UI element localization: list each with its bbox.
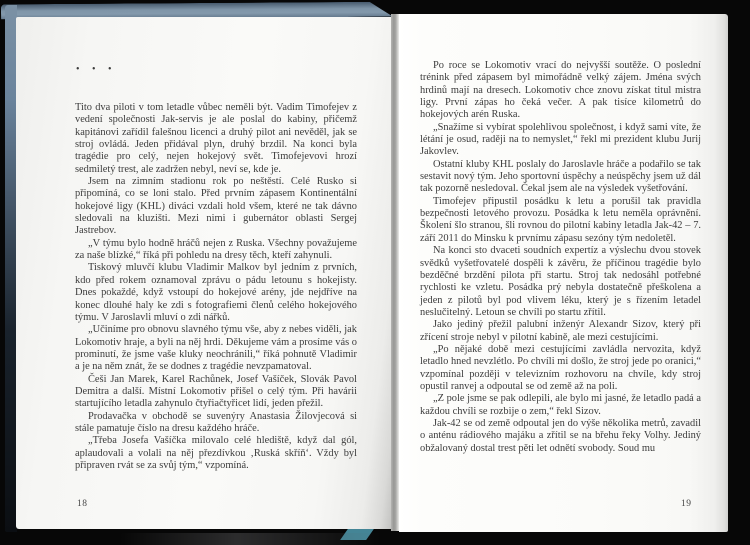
paragraph: „Snažíme si vybírat spolehlivou společnost, i když sami víte, že létání je osud, raději na to nemyslet,“ řekl mi prezident klubu Jurij Jakovlev. xyxy=(420,121,701,158)
paragraph: „Z pole jsme se pak odlepili, ale bylo mi jasné, že letadlo padá a každou chvíli se rozbije o zem,“ řekl Sizov. xyxy=(420,393,701,417)
paragraph: „Po nějaké době mezi cestujícími zavládla nervozita, když letadlo hned nevzlétlo. Po chvíli mi došlo, že stroj jede po oranici,“ vzpomínal později v televizním rozhovoru na chvíle, kdy stroj opustil ranvej a odpoutal se od země až na poli. xyxy=(420,343,701,392)
paragraph: Timofejev připustil posádku k letu a porušil tak pravidla bezpečnosti letového provozu. Posádka k letu neměla oprávnění. Školení šlo stranou, šli rovnou do pilotní kabiny letadla Jak-42 – 7. září 2011 do Minsku k prvnímu zápasu sezóny tým nedoletěl. xyxy=(420,195,701,244)
right-page-text-column xyxy=(420,60,701,455)
paragraph: „Učiníme pro obnovu slavného týmu vše, aby z nebes viděli, jak Lokomotiv hraje, a byli na něj hrdi. Děkujeme vám a prosíme vás o prominutí, že jsme vaše kluky neochránili,“ říká pohnutě Vladimir a je na něm znát, že se dodnes z tragédie nevzpamatoval. xyxy=(75,324,357,373)
paragraph: Prodavačka v obchodě se suvenýry Anastasia Žilovjecová si stále pamatuje číslo na dresu každého hráče. xyxy=(75,410,357,434)
left-page-text-column xyxy=(75,102,357,472)
paragraph: Jak-42 se od země odpoutal jen do výše několika metrů, zavadil o anténu rádiového majáku a zřítil se na břehu řeky Volhy. Jediný obžalovaný dostal trest pěti let odnětí svobody. Soud mu xyxy=(420,417,701,454)
paragraph: Na konci sto dvaceti soudních expertíz a výslechu dvou stovek svědků vyšetřovatelé dospěli k závěru, že příčinou tragédie bylo bezděčné brzdění pilota při startu. Stroj tak nedosáhl potřebné rychlosti ke vzletu. Posádka prý nebyla dostatečně přeškolena a jeden z pilotů byl pod vlivem léku, který je s řízením letadel neslučitelný. Letoun se chvíli po startu zřítil. xyxy=(420,245,701,318)
paragraph: „Třeba Josefa Vašíčka milovalo celé hlediště, když dal gól, aplaudovali a volali na něj přezdívkou ‚Ruská skříň‘. Vždy byl připraven rvát se za svůj tým,“ vzpomíná. xyxy=(75,435,357,471)
page-number-right: 19 xyxy=(681,499,692,509)
paragraph: Tiskový mluvčí klubu Vladimir Malkov byl jedním z prvních, kdo před rokem oznamoval zprávu o pádu letounu s hokejisty. Dnes pokaždé, když vstoupí do hokejové arény, jde nejdříve na konec dlouhé haly ke zdi s fotografiemi členů celého hokejového týmu. V Jaroslavli mluví o zdi nářků. xyxy=(75,262,357,323)
paragraph: Tito dva piloti v tom letadle vůbec neměli být. Vadim Timofejev z vedení společnosti Jak-servis je ale poslal do kabiny, přičemž kapitánovi zařídil falešnou licenci a druhý pilot ani nevěděl, jak se stroj ovládá. Jeden přidával plyn, druhý brzdil. Na konci byla tragédie pro celý, nejen hokejový svět. Timofejevovi hrozí sedmiletý trest, ale zadržen nebyl, neví se, kde je. xyxy=(75,102,357,175)
page-number-left: 18 xyxy=(77,499,88,509)
book-spine-gutter xyxy=(391,14,399,531)
table-surface-sheen xyxy=(120,533,380,545)
paragraph: Jako jediný přežil palubní inženýr Alexandr Sizov, který při zřícení stroje nebyl v pilotní kabině, ale mezi cestujícími. xyxy=(420,319,701,343)
paragraph: „V týmu bylo hodně hráčů nejen z Ruska. Všechny považujeme za naše blízké,“ říká při pohledu na dresy těch, kteří zahynuli. xyxy=(75,237,357,262)
paragraph: Ostatní kluby KHL poslaly do Jaroslavle hráče a podařilo se tak sestavit nový tým. Jeho sportovní úspěchy a neúspěchy jsem už dál tak pozorně nesledoval. Čekal jsem ale na výsledek vyšetřování. xyxy=(420,158,701,195)
section-break-ornament: • • • xyxy=(76,64,113,75)
paragraph: Po roce se Lokomotiv vrací do nejvyšší soutěže. O poslední trénink před zápasem byl mimořádně velký zájem. Jména svých hrdinů mají na dresech. Lokomotiv chce znovu získat titul mistra ligy. První zápas ho čeká večer. A pak tisíce kilometrů do hokejových arén Ruska. xyxy=(420,60,701,121)
paragraph: Češi Jan Marek, Karel Rachůnek, Josef Vašíček, Slovák Pavol Demitra a další. Místní Lokomotiv přišel o celý tým. Při havárii startujícího letadla zahynulo čtyřiačtyřicet lidí, jeden přežil. xyxy=(75,373,357,410)
paragraph: Jsem na zimním stadionu rok po neštěstí. Celé Rusko si připomíná, co se loni stalo. Před prvním zápasem Kontinentální hokejové ligy (KHL) diváci vzdali hold všem, které ne tak dávno sledovali na kluzišti. Mezi nimi i gubernátor oblasti Sergej Jastrebov. xyxy=(75,176,357,237)
